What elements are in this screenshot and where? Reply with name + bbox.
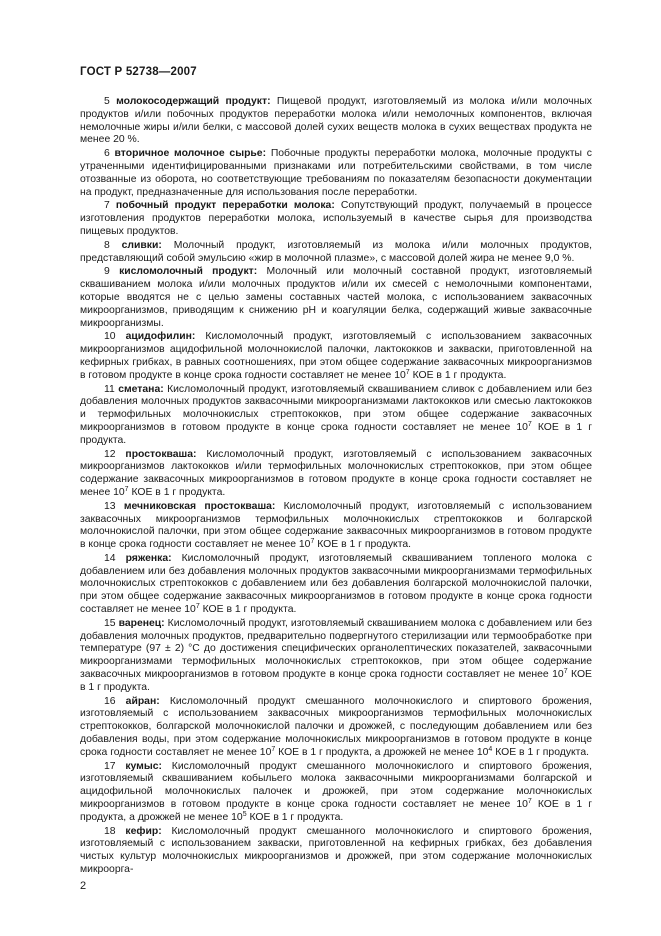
term-title: мечниковская простокваша: xyxy=(123,500,276,512)
exponent: 7 xyxy=(527,420,532,428)
exponent: 7 xyxy=(195,603,200,611)
term-definition-tail: КОЕ в 1 г продукта. xyxy=(314,539,412,551)
term-definition: Молочный продукт, изготовляемый из молока и/или молочных продуктов, представляющий собой эмульсию «жир в молочной плазме», с массовой долей жира не менее 9,0 %. xyxy=(80,239,593,264)
term-paragraph xyxy=(80,696,592,760)
term-number: 16 xyxy=(104,695,116,707)
term-definition: Кисломолочный продукт, изготовляемый сквашиванием молока с добавлением или без добавления молочных продуктов, предварительно подвергнутого стерилизации или термообработке при температуре (97 ± 2) °С до достижения специфических органолептических показателей, заквасочными микроорганизмами термофильных молочнокислых стрептококков, при этом общее содержание заквасочных микроорганизмов в готовом продукте в конце срока годности составляет не менее 10 xyxy=(80,617,593,681)
exponent: 7 xyxy=(527,798,532,806)
term-definition: Кисломолочный продукт, изготовляемый сквашиванием топленого молока с добавлением или без добавления молочных продуктов заквасочными микроорганизмами термофильных молочнокислых стрептококков с добавлением или без добавления болгарской молочнокислой палочки, при этом общее содержание заквасочных микроорганизмов в готовом продукте в конце срока годности составляет не менее 10 xyxy=(80,552,592,616)
exponent: 7 xyxy=(310,538,315,546)
term-definition: Побочные продукты переработки молока, молочные продукты с утраченными идентифицированными признаками или потребительскими свойствами, в том числе отозванные из оборота, но соответствующие требованиям по показателям безопасности документации на продукт, предназначенные для использования после переработки. xyxy=(80,148,592,198)
term-definition: Кисломолочный продукт смешанного молочнокислого и спиртового брожения, изготовляемый с использованием закваски, приготовленной на кефирных грибках, без добавления чистых культур молочнокислых микроорганизмов и дрожжей, при этом содержание молочнокислых микроорга- xyxy=(80,825,593,876)
term-title: сметана: xyxy=(118,383,164,395)
exponent: 7 xyxy=(271,745,276,753)
term-title: побочный продукт переработки молока: xyxy=(115,200,335,212)
term-title: айран: xyxy=(125,695,160,707)
exponent: 5 xyxy=(242,810,247,818)
term-number: 18 xyxy=(104,825,116,837)
term-paragraph xyxy=(80,266,592,330)
term-definition: Кисломолочный продукт, изготовляемый с использованием заквасочных микроорганизмов термофильных молочнокислых стрептококков и болгарской молочнокислой палочки, при этом общее содержание заквасочных микроорганизмов в готовом продукте в конце срока годности составляет не менее 10 xyxy=(80,500,592,551)
term-definition: Кисломолочный продукт, изготовляемый с использованием заквасочных микроорганизмов ацидофильной молочнокислой палочки, лактококков и закваски, приготовленной на кефирных грибках, в равных соотношениях, при этом общее содержание заквасочных микроорганизмов в готовом продукте в конце срока годности составляет не менее 10 xyxy=(80,331,593,381)
term-number: 8 xyxy=(104,239,110,251)
term-definition-tail: КОЕ в 1 г продукта. xyxy=(409,369,507,381)
term-number: 6 xyxy=(104,148,110,160)
term-definition-tail: КОЕ в 1 г продукта, а дрожжей не менее 10 xyxy=(275,746,489,758)
exponent: 4 xyxy=(488,745,493,753)
term-title: простокваша: xyxy=(125,448,197,460)
page-number: 2 xyxy=(80,880,87,892)
term-title: ацидофилин: xyxy=(125,331,196,343)
term-title: сливки: xyxy=(121,239,162,251)
term-definition-tail: КОЕ в 1 г продукта, а дрожжей не менее 10 xyxy=(80,799,592,823)
term-paragraph xyxy=(80,148,592,199)
term-definition: Кисломолочный продукт, изготовляемый сквашиванием сливок с добавлением или без добавления молочных продуктов заквасочными микроорганизмами лактококков или смесью лактококков и термофильных молочнокислых стрептококков, при этом общее содержание заквасочных микроорганизмов в готовом продукте в конце срока годности составляет не менее 10 xyxy=(80,383,593,433)
term-number: 12 xyxy=(104,448,116,460)
term-number: 7 xyxy=(104,200,110,212)
term-definition: Кисломолочный продукт смешанного молочнокислого и спиртового брожения, изготовляемый с использованием заквасочных микроорганизмов термофильных молочнокислых стрептококков, болгарской молочнокислой палочки и дрожжей, с последующим добавлением или без добавления воды, при этом содержание молочнокислых микроорганизмов в готовом продукте в конце срока годности составляет не менее 10 xyxy=(80,695,593,758)
term-title: ряженка: xyxy=(125,552,172,564)
term-definition: Молочный или молочный составной продукт, изготовляемый сквашиванием молока и/или молочных продуктов и/или их смесей с немолочными компонентами, которые вводятся не с целью замены составных частей молока, с использованием заквасочных микроорганизмов, приводящим к снижению pH и коагуляции белка, содержащий живые заквасочные микроорганизмы. xyxy=(80,266,593,329)
term-number: 15 xyxy=(104,617,116,629)
term-paragraph xyxy=(80,501,592,552)
term-definition-tail: КОЕ в 1 г продукта. xyxy=(246,811,344,823)
term-paragraph xyxy=(80,200,592,238)
document-header: ГОСТ Р 52738—2007 xyxy=(80,66,197,78)
term-paragraph xyxy=(80,761,592,825)
term-paragraph xyxy=(80,331,592,382)
term-number: 17 xyxy=(104,760,116,772)
term-definition-tail: КОЕ в 1 г продукта. xyxy=(492,746,589,758)
term-title: кумыс: xyxy=(125,760,162,772)
exponent: 7 xyxy=(405,368,410,376)
term-paragraph xyxy=(80,826,592,877)
term-title: вторичное молочное сырье: xyxy=(114,148,267,160)
term-definition: Кисломолочный продукт, изготовляемый с использованием заквасочных микроорганизмов лактококков и/или термофильных молочнокислых стрептококков, при этом общее содержание заквасочных микроорганизмов в готовом продукте в конце срока годности составляет не менее 10 xyxy=(80,448,592,498)
term-number: 13 xyxy=(104,500,116,512)
term-number: 9 xyxy=(104,266,110,278)
term-title: кисломолочный продукт: xyxy=(119,266,258,278)
document-body xyxy=(80,96,592,878)
term-definition: Сопутствующий продукт, получаемый в процессе изготовления продуктов переработки молока, используемый в качестве сырья для производства пищевых продуктов. xyxy=(80,200,592,237)
term-title: кефир: xyxy=(125,825,162,837)
term-paragraph xyxy=(80,96,592,147)
term-definition: Кисломолочный продукт смешанного молочнокислого и спиртового брожения, изготовляемый сквашиванием кобыльего молока заквасочными микроорганизмами болгарской и ацидофильной молочнокислых палочек и дрожжей, при этом содержание молочнокислых микроорганизмов в готовом продукте в конце срока годности составляет не менее 10 xyxy=(80,760,593,811)
term-paragraph xyxy=(80,384,592,448)
term-number: 14 xyxy=(104,552,116,564)
term-definition-tail: КОЕ в 1 г продукта. xyxy=(80,669,592,693)
term-definition-tail: КОЕ в 1 г продукта. xyxy=(128,486,226,498)
term-definition-tail: КОЕ в 1 г продукта. xyxy=(80,421,592,446)
exponent: 7 xyxy=(563,668,568,676)
term-number: 5 xyxy=(104,96,110,107)
term-paragraph xyxy=(80,618,592,695)
term-number: 10 xyxy=(104,331,116,343)
term-title: варенец: xyxy=(118,617,165,629)
term-definition: Пищевой продукт, изготовляемый из молока и/или молочных продуктов и/или побочных продуктов переработки молока и/или немолочных компонентов, включая немолочные жиры и/или белки, с массовой долей сухих веществ молока в сухих веществах продукта не менее 20 %. xyxy=(80,96,592,146)
term-number: 11 xyxy=(104,383,115,395)
term-paragraph xyxy=(80,553,592,617)
term-definition-tail: КОЕ в 1 г продукта. xyxy=(199,604,297,616)
term-title: молокосодержащий продукт: xyxy=(116,96,271,107)
term-paragraph xyxy=(80,240,592,266)
term-paragraph xyxy=(80,449,592,500)
exponent: 7 xyxy=(124,485,129,493)
